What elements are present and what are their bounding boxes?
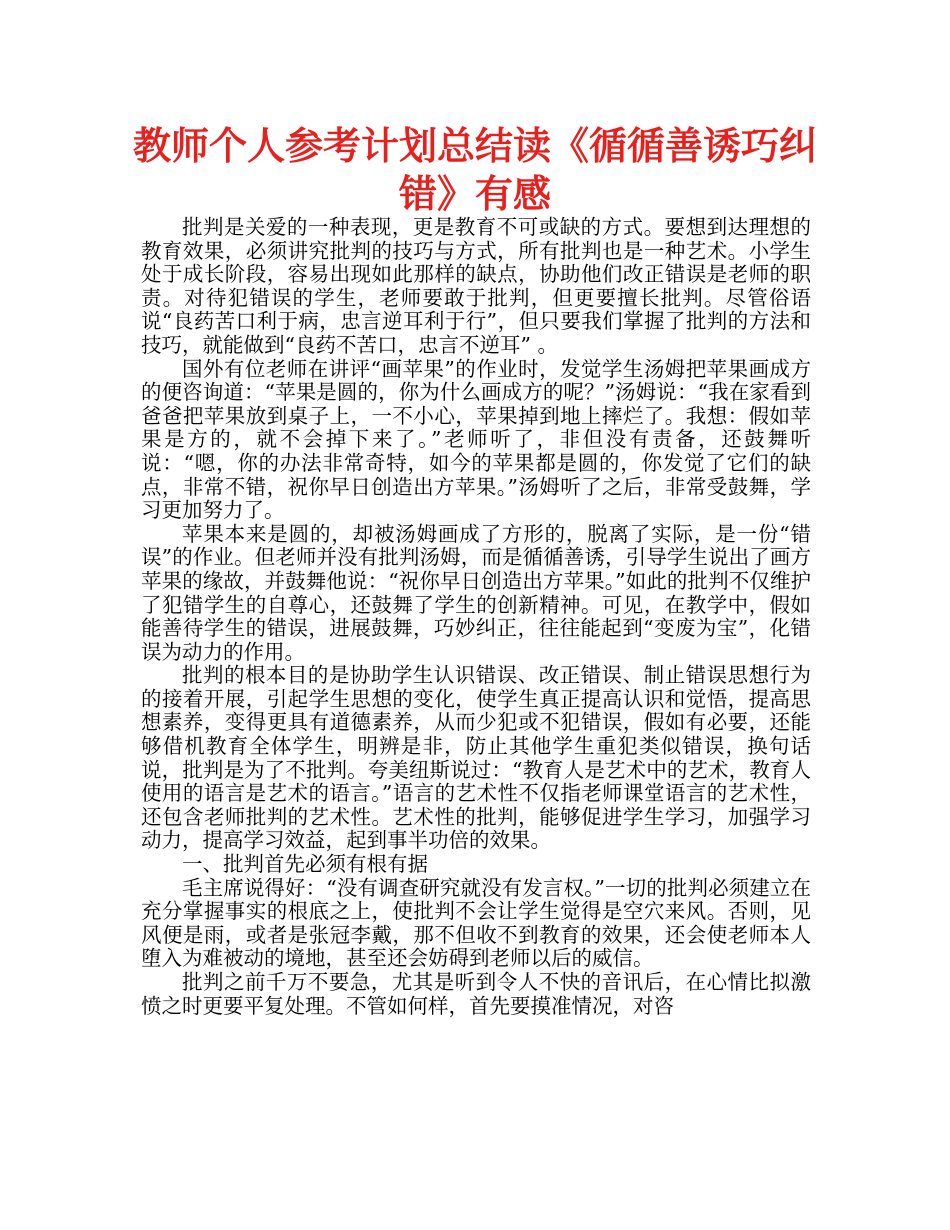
paragraph: 国外有位老师在讲评“画苹果”的作业时，发觉学生汤姆把苹果画成方的便咨询道：“苹果是圆的，你为什么画成方的呢？”汤姆说：“我在家看到爸爸把苹果放到桌子上，一不小心，苹果掉到地上摔烂了。我想：假如苹果是方的，就不会掉下来了。”老师听了，非但没有责备，还鼓舞听说：“嗯，你的办法非常奇特，如今的苹果都是圆的，你发觉了它们的缺点，非常不错，祝你早日创造出方苹果。”汤姆听了之后，非常受鼓舞，学习更加努力了。: [141, 356, 811, 523]
section-heading: 一、批判首先必须有根有据: [182, 852, 428, 877]
paragraph: 批判的根本目的是协助学生认识错误、改正错误、制止错误思想行为的接着开展，引起学生思想的变化，使学生真正提高认识和觉悟，提高思想素养，变得更具有道德素养，从而少犯或不犯错误，假如有必要，还能够借机教育全体学生，明辨是非，防止其他学生重犯类似错误，换句话说，批判是为了不批判。夸美纽斯说过：“教育人是艺术中的艺术，教育人使用的语言是艺术的语言。”语言的艺术性不仅指老师课堂语言的艺术性，还包含老师批判的艺术性。艺术性的批判，能够促进学生学习，加强学习动力，提高学习效益，起到事半功倍的效果。: [141, 663, 811, 853]
paragraph: 苹果本来是圆的，却被汤姆画成了方形的，脱离了实际，是一份“错误”的作业。但老师并没有批判汤姆，而是循循善诱，引导学生说出了画方苹果的缘故，并鼓舞他说：“祝你早日创造出方苹果。”如此的批判不仅维护了犯错学生的自尊心，还鼓舞了学生的创新精神。可见，在教学中，假如能善待学生的错误，进展鼓舞，巧妙纠正，往往能起到“变废为宝”，化错误为动力的作用。: [141, 521, 811, 664]
document-body: [141, 216, 811, 1018]
paragraph: 批判之前千万不要急，尤其是听到令人不快的音讯后，在心情比拟激愤之时更要平复处理。不管如何样，首先要摸准情况，对咨: [141, 970, 811, 1018]
paragraph: 毛主席说得好：“没有调查研究就没有发言权。”一切的批判必须建立在充分掌握事实的根底之上，使批判不会让学生觉得是空穴来风。否则，见风便是雨，或者是张冠李戴，那不但收不到教育的效果，还会使老师本人堕入为难被动的境地，甚至还会妨碍到老师以后的威信。: [141, 875, 811, 971]
document-title: 教师个人参考计划总结读《循循善诱巧纠错》有感: [132, 124, 817, 216]
paragraph: 批判是关爱的一种表现，更是教育不可或缺的方式。要想到达理想的教育效果，必须讲究批判的技巧与方式，所有批判也是一种艺术。小学生处于成长阶段，容易出现如此那样的缺点，协助他们改正错误是老师的职责。对待犯错误的学生，老师要敢于批判，但更要擅长批判。尽管俗语说“良药苦口利于病，忠言逆耳利于行”，但只要我们掌握了批判的方法和技巧，就能做到“良药不苦口，忠言不逆耳” 。: [141, 215, 811, 357]
